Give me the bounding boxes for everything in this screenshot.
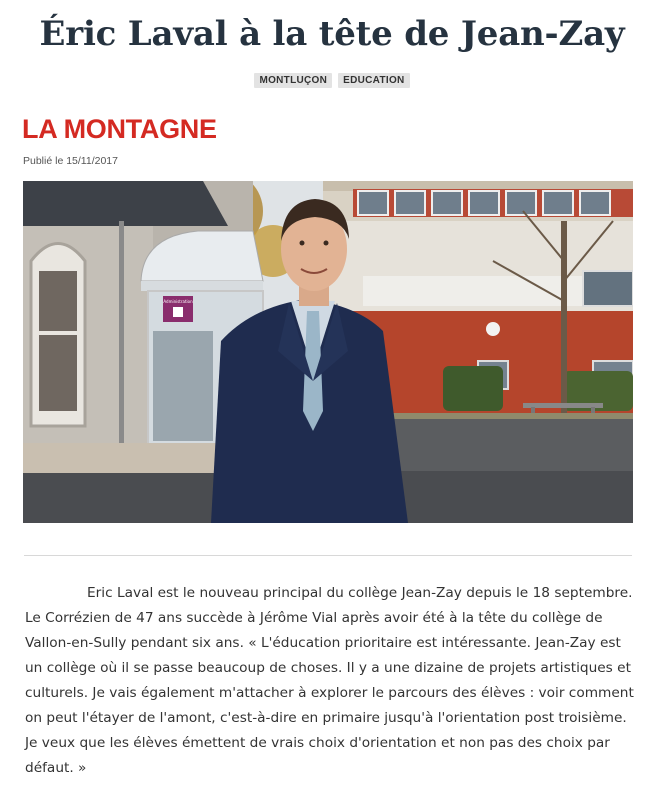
tag-education[interactable]: EDUCATION	[338, 73, 409, 88]
tag-montlucon[interactable]: MONTLUÇON	[254, 73, 332, 88]
tag-list	[0, 73, 664, 88]
section-divider	[24, 555, 632, 556]
article-photo	[23, 181, 633, 523]
source-logo: LA MONTAGNE	[22, 114, 217, 144]
article-title: Éric Laval à la tête de Jean-Zay	[39, 14, 625, 54]
administration-sign-text: Administration	[163, 299, 193, 304]
publish-date: Publié le 15/11/2017	[23, 155, 118, 167]
article-body: Eric Laval est le nouveau principal du collège Jean-Zay depuis le 18 septembre. Le Corrézien de 47 ans succède à Jérôme Vial après avoir été à la tête du collège de Vallon-en-Sully pendant six ans. « L'éducation prioritaire est intéressante. Jean-Zay est un collège où il se passe beaucoup de choses. Il y a une dizaine de projets artistiques et culturels. Je vais également m'attacher à explorer le parcours des élèves : voir comment on peut l'étayer de l'amont, c'est-à-dire en primaire jusqu'à l'orientation post troisième. Je veux que les élèves émettent de vrais choix d'orientation et non pas des choix par défaut. »	[25, 585, 634, 776]
